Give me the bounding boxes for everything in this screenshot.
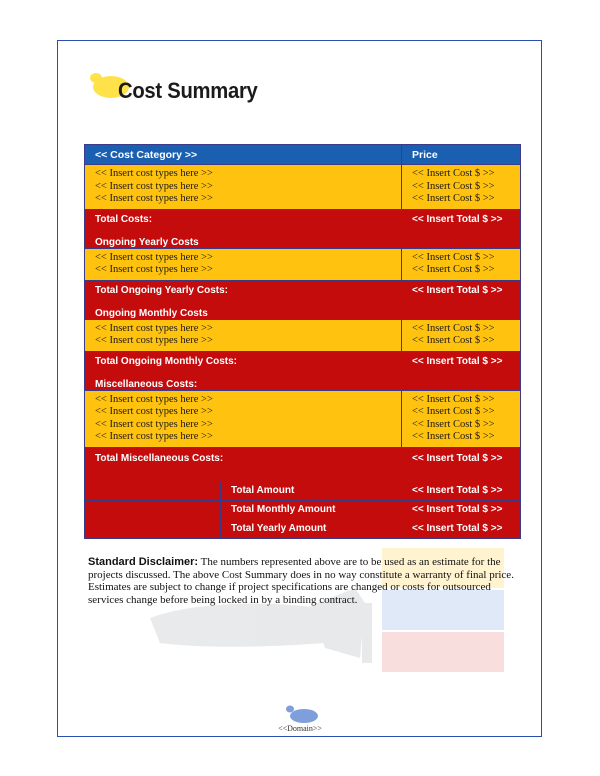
total-value: << Insert Total $ >> xyxy=(402,351,521,390)
cost-value-line: << Insert Cost $ >> xyxy=(412,406,495,417)
cost-type-line: << Insert cost types here >> xyxy=(95,431,213,442)
cost-value-line: << Insert Cost $ >> xyxy=(412,264,495,275)
section-label: Ongoing Yearly Costs xyxy=(95,236,199,248)
header-price: Price xyxy=(402,145,521,165)
summary-row xyxy=(85,481,521,500)
total-label-cell xyxy=(85,209,402,248)
summary-row xyxy=(85,519,521,538)
summary-label: Total Amount xyxy=(221,481,402,500)
cost-type-line: << Insert cost types here >> xyxy=(95,264,213,275)
cost-value-line: << Insert Cost $ >> xyxy=(412,335,495,346)
cost-value-cell xyxy=(402,319,521,351)
cost-value-line: << Insert Cost $ >> xyxy=(412,168,495,179)
total-value: << Insert Total $ >> xyxy=(402,209,521,248)
summary-value: << Insert Total $ >> xyxy=(402,500,521,519)
summary-blank-cell xyxy=(85,481,221,500)
footer-logo-icon xyxy=(284,704,320,724)
total-label: Total Costs: xyxy=(95,213,153,225)
summary-value: << Insert Total $ >> xyxy=(402,519,521,538)
cost-type-cell xyxy=(85,319,402,351)
summary-blank-cell xyxy=(85,500,221,519)
summary-label: Total Monthly Amount xyxy=(221,500,402,519)
summary-row xyxy=(85,500,521,519)
footer-domain: <<Domain>> xyxy=(278,724,322,733)
cost-items-row xyxy=(85,390,521,447)
cost-value-line: << Insert Cost $ >> xyxy=(412,180,495,192)
page-title: Cost Summary xyxy=(118,78,258,103)
cost-value-line: << Insert Cost $ >> xyxy=(412,322,495,334)
total-label: Total Miscellaneous Costs: xyxy=(85,447,402,481)
cost-value-cell xyxy=(402,165,521,210)
summary-blank-cell xyxy=(85,519,221,538)
total-label: Total Ongoing Monthly Costs: xyxy=(95,355,238,367)
cost-type-cell xyxy=(85,165,402,210)
cost-type-line: << Insert cost types here >> xyxy=(95,180,213,192)
cost-value-line: << Insert Cost $ >> xyxy=(412,431,495,442)
cost-summary-table xyxy=(84,144,521,539)
disclaimer-paragraph xyxy=(88,556,516,607)
cost-value-line: << Insert Cost $ >> xyxy=(412,418,495,430)
cost-type-cell xyxy=(85,248,402,280)
disclaimer-text: The numbers represented above are to be used as an estimate for the projects discussed. The above Cost Summary does in no way constitute a warranty of final price. Estimates are subject to change if project specifications are changed or costs for outsourced services change before being locked in by a binding contract. xyxy=(88,556,514,607)
summary-value: << Insert Total $ >> xyxy=(402,481,521,500)
cost-value-cell xyxy=(402,390,521,447)
total-label-cell xyxy=(85,351,402,390)
cost-value-line: << Insert Cost $ >> xyxy=(412,251,495,263)
total-value: << Insert Total $ >> xyxy=(402,447,521,481)
cost-items-row xyxy=(85,165,521,210)
header-cost-category: << Cost Category >> xyxy=(85,145,402,165)
cost-items-row xyxy=(85,248,521,280)
cost-value-line: << Insert Cost $ >> xyxy=(412,193,495,204)
table-header-row xyxy=(85,145,521,165)
section-label: Miscellaneous Costs: xyxy=(95,378,198,390)
cost-type-line: << Insert cost types here >> xyxy=(95,251,213,263)
total-label-cell xyxy=(85,280,402,319)
cost-value-cell xyxy=(402,248,521,280)
cost-items-row xyxy=(85,319,521,351)
cost-type-line: << Insert cost types here >> xyxy=(95,393,213,405)
total-row xyxy=(85,209,521,248)
cost-type-line: << Insert cost types here >> xyxy=(95,193,213,204)
cost-type-line: << Insert cost types here >> xyxy=(95,406,213,417)
summary-label: Total Yearly Amount xyxy=(221,519,402,538)
cost-value-line: << Insert Cost $ >> xyxy=(412,393,495,405)
total-row xyxy=(85,280,521,319)
total-row xyxy=(85,351,521,390)
cost-type-line: << Insert cost types here >> xyxy=(95,335,213,346)
total-value: << Insert Total $ >> xyxy=(402,280,521,319)
disclaimer-heading: Standard Disclaimer: xyxy=(88,556,199,568)
cost-type-cell xyxy=(85,390,402,447)
cost-type-line: << Insert cost types here >> xyxy=(95,418,213,430)
cost-type-line: << Insert cost types here >> xyxy=(95,168,213,179)
total-label: Total Ongoing Yearly Costs: xyxy=(95,284,228,296)
total-row xyxy=(85,447,521,481)
section-label: Ongoing Monthly Costs xyxy=(95,307,208,319)
cost-type-line: << Insert cost types here >> xyxy=(95,322,213,334)
